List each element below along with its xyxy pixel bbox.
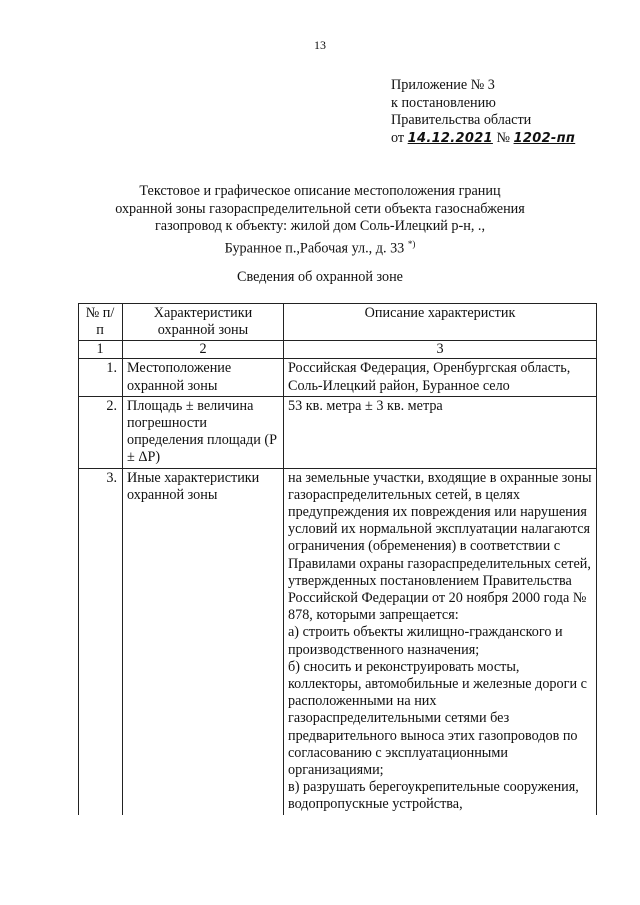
page-number: 13 (314, 38, 326, 52)
row-num: 2. (79, 396, 123, 468)
appendix-block (391, 77, 575, 147)
description-paragraph: а) строить объекты жилищно-гражданского и производственного назначения; (288, 624, 563, 658)
title-line-2: охранной зоны газораспределительной сети объекта газоснабжения (115, 200, 525, 217)
header-characteristic: Характеристики охранной зоны (123, 304, 284, 341)
appendix-line-3: Правительства области (391, 112, 532, 128)
zone-table (78, 303, 597, 815)
column-number-2: 2 (123, 341, 284, 359)
header-num: № п/п (79, 304, 123, 341)
page-bottom-margin (78, 884, 598, 905)
row-description (284, 396, 597, 468)
title-line-4 (80, 236, 560, 258)
title-line-1: Текстовое и графическое описание местоположения границ (139, 183, 501, 199)
header-description: Описание характеристик (284, 304, 597, 341)
title-address: Буранное п.,Рабочая ул., д. 33 (224, 240, 405, 257)
appendix-date-line (391, 130, 575, 148)
table-row (79, 359, 597, 396)
appendix-line-2: к постановлению (391, 94, 496, 111)
description-paragraph: Российская Федерация, Оренбургская область, Соль-Илецкий район, Буранное село (288, 360, 571, 394)
appendix-line-1: Приложение № 3 (391, 77, 495, 93)
date-prefix: от (391, 129, 405, 146)
title-line-3: газопровод к объекту: жилой дом Соль-Илецкий р-н, ., (154, 218, 486, 234)
table-row (79, 468, 597, 815)
footnote-mark: *) (407, 238, 416, 249)
row-num: 3. (79, 468, 123, 815)
handwritten-date: 14.12.2021 (407, 130, 493, 146)
column-number-3: 3 (284, 341, 597, 359)
row-characteristic: Площадь ± величина погрешности определения площади (Р ± ΔР) (123, 396, 284, 468)
handwritten-number: 1202-пп (513, 130, 576, 146)
description-paragraph: на земельные участки, входящие в охранные зоны газораспределительных сетей, в целях предупреждения их повреждения или нарушения условий их нормальной эксплуатации налагаются ограничения (обременения) в соответствии с Правилами охраны газораспределительных сетей, утвержденных постановлением Правительства Российской Федерации от 20 ноября 2000 года № 878, которыми запрещается: (288, 469, 592, 624)
number-prefix: № (496, 129, 510, 146)
table-row (79, 396, 597, 468)
section-title: Сведения об охранной зоне (237, 269, 403, 285)
description-paragraph: 53 кв. метра ± 3 кв. метра (288, 397, 443, 414)
row-description (284, 359, 597, 396)
description-paragraph: в) разрушать берегоукрепительные сооружения, водопропускные устройства, (288, 779, 579, 813)
description-paragraph: б) сносить и реконструировать мосты, коллекторы, автомобильные и железные дороги с расположенными на них газораспределительными сетями без предварительного выноса этих газопроводов по согласованию с эксплуатационными организациями; (288, 658, 587, 779)
row-characteristic: Иные характеристики охранной зоны (123, 468, 284, 815)
row-num: 1. (79, 359, 123, 396)
row-characteristic: Местоположение охранной зоны (123, 359, 284, 396)
table-header-row (79, 304, 597, 341)
document-title (80, 183, 560, 258)
row-description (284, 468, 597, 815)
column-number-1: 1 (79, 341, 123, 359)
column-number-row (79, 341, 597, 359)
